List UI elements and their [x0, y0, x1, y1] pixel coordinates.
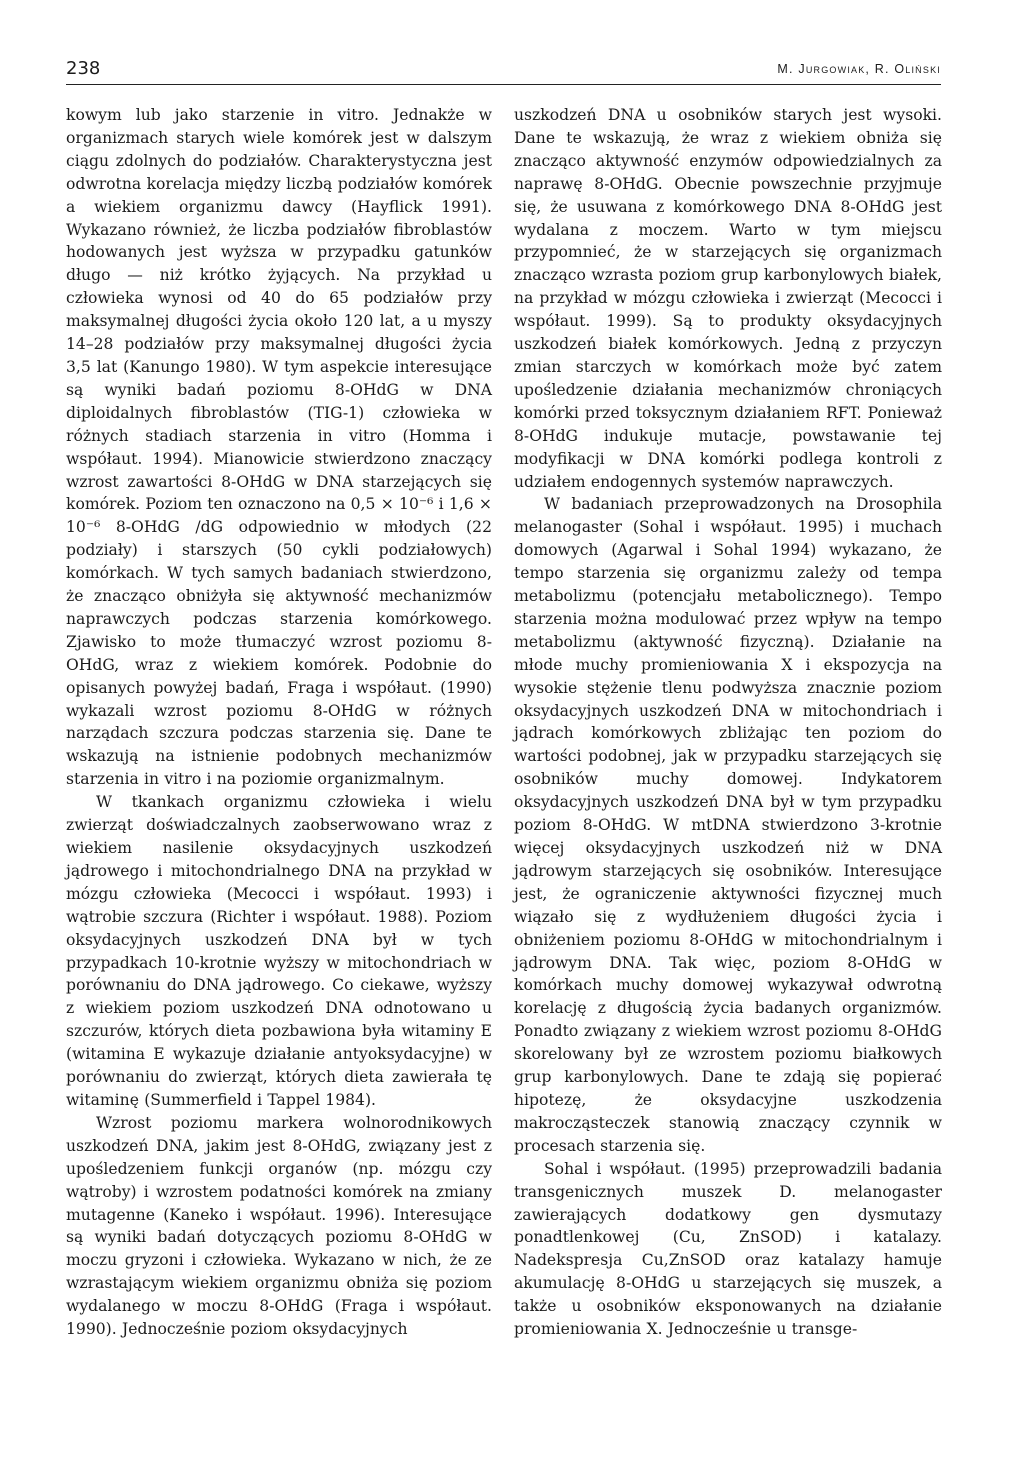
paragraph: uszkodzeń DNA u osobników starych jest wysoki. Dane te wskazują, że wraz z wiekiem obniża się znacząco aktywność enzymów odpowiedzialnych za naprawę 8-OHdG. Obecnie powszechnie przyjmuje się, że usuwana z komórkowego DNA 8-OHdG jest wydalana z moczem. Warto w tym miejscu przypomnieć, że w starzejących się organizmach znacząco wzrasta poziom grup karbonylowych białek, na przykład w mózgu człowieka i zwierząt (Mecocci i współaut. 1999). Są to produkty oksydacyjnych uszkodzeń białek komórkowych. Jedną z przyczyn zmian starczych w komórkach może być zatem upośledzenie działania mechanizmów chroniących komórki przed toksycznym działaniem RFT. Ponieważ 8-OHdG indukuje mutacje, powstawanie tej modyfikacji w DNA komórki podlega kontroli z udziałem endogennych systemów naprawczych. [514, 106, 942, 491]
page-number: 238 [66, 58, 101, 79]
left-column [66, 104, 492, 1341]
paragraph: W tkankach organizmu człowieka i wielu zwierząt doświadczalnych zaobserwowano wraz z wiekiem nasilenie oksydacyjnych uszkodzeń jądrowego i mitochondrialnego DNA na przykład w mózgu człowieka (Mecocci i współaut. 1993) i wątrobie szczura (Richter i współaut. 1988). Poziom oksydacyjnych uszkodzeń DNA był w tych przypadkach 10-krotnie wyższy w mitochondriach w porównaniu do DNA jądrowego. Co ciekawe, wyższy z wiekiem poziom uszkodzeń DNA odnotowano u szczurów, których dieta pozbawiona była witaminy E (witamina E wykazuje działanie antyoksydacyjne) w porównaniu do zwierząt, których dieta zawierała tę witaminę (Summerfield i Tappel 1984). [66, 793, 492, 1109]
running-head-authors: M. Jurgowiak, R. Oliński [777, 62, 941, 76]
paragraph: Sohal i współaut. (1995) przeprowadzili badania transgenicznych muszek D. melanogaster zawierających dodatkowy gen dysmutazy ponadtlenkowej (Cu, ZnSOD) i katalazy. Nadekspresja Cu,ZnSOD oraz katalazy hamuje akumulację 8-OHdG u starzejących się muszek, a także u osobników eksponowanych na działanie promieniowania X. Jednocześnie u transge- [514, 1159, 942, 1339]
paragraph: kowym lub jako starzenie in vitro. Jednakże w organizmach starych wiele komórek jest w dalszym ciągu zdolnych do podziałów. Charakterystyczna jest odwrotna korelacja między liczbą podziałów komórek a wiekiem organizmu dawcy (Hayflick 1991). Wykazano również, że liczba podziałów fibroblastów hodowanych jest wyższa w przypadku gatunków długo — niż krótko żyjących. Na przykład u człowieka wynosi od 40 do 65 podziałów przy maksymalnej długości życia około 120 lat, a u myszy 14–28 podziałów przy maksymalnej długości życia 3,5 lat (Kanungo 1980). W tym aspekcie interesujące są wyniki badań poziomu 8-OHdG w DNA diploidalnych fibroblastów (TIG-1) człowieka w różnych stadiach starzenia in vitro (Homma i współaut. 1994). Mianowicie stwierdzono znaczący wzrost zawartości 8-OHdG w DNA starzejących się komórek. Poziom ten oznaczono na 0,5 × 10⁻⁶ i 1,6 × 10⁻⁶ 8-OHdG /dG odpowiednio w młodych (22 podziały) i starszych (50 cykli podziałowych) komórkach. W tych samych badaniach stwierdzono, że znacząco obniżyła się aktywność mechanizmów naprawczych podczas starzenia komórkowego. Zjawisko to może tłumaczyć wzrost poziomu 8-OHdG, wraz z wiekiem komórek. Podobnie do opisanych powyżej badań, Fraga i współaut. (1990) wykazali wzrost poziomu 8-OHdG w różnych narządach szczura podczas starzenia się. Dane te wskazują na istnienie podobnych mechanizmów starzenia in vitro i na poziomie organizmalnym. [66, 106, 492, 789]
right-column [514, 104, 942, 1341]
running-head [66, 58, 941, 85]
paragraph: Wzrost poziomu markera wolnorodnikowych uszkodzeń DNA, jakim jest 8-OHdG, związany jest z upośledzeniem funkcji organów (np. mózgu czy wątroby) i wzrostem podatności komórek na zmiany mutagenne (Kaneko i współaut. 1996). Interesujące są wyniki badań dotyczących poziomu 8-OHdG w moczu gryzoni i człowieka. Wykazano w nich, że ze wzrastającym wiekiem organizmu obniża się poziom wydalanego w moczu 8-OHdG (Fraga i współaut. 1990). Jednocześnie poziom oksydacyjnych [66, 1113, 492, 1339]
paragraph: W badaniach przeprowadzonych na Drosophila melanogaster (Sohal i współaut. 1995) i muchach domowych (Agarwal i Sohal 1994) wykazano, że tempo starzenia się organizmu zależy od tempa metabolizmu (potencjału metabolicznego). Tempo starzenia można modulować przez wpływ na tempo metabolizmu (aktywność fizyczną). Działanie na młode muchy promieniowania X i ekspozycja na wysokie stężenie tlenu podwyższa znacznie poziom oksydacyjnych uszkodzeń DNA w mitochondriach i jądrach komórkowych zbliżając ten poziom do wartości podobnej, jak w przypadku starzejących się osobników muchy domowej. Indykatorem oksydacyjnych uszkodzeń DNA był w tym przypadku poziom 8-OHdG. W mtDNA stwierdzono 3-krotnie więcej oksydacyjnych uszkodzeń niż w DNA jądrowym starzejących się osobników. Interesujące jest, że ograniczenie aktywności fizycznej much wiązało się z wydłużeniem długości życia i obniżeniem poziomu 8-OHdG w mitochondrialnym i jądrowym DNA. Tak więc, poziom 8-OHdG w komórkach muchy domowej wykazywał odwrotną korelację z długością życia badanych organizmów. Ponadto związany z wiekiem wzrost poziomu 8-OHdG skorelowany był ze wzrostem poziomu białkowych grup karbonylowych. Dane te zdają się popierać hipotezę, że oksydacyjne uszkodzenia makrocząsteczek stanowią znaczący czynnik w procesach starzenia się. [514, 495, 942, 1155]
